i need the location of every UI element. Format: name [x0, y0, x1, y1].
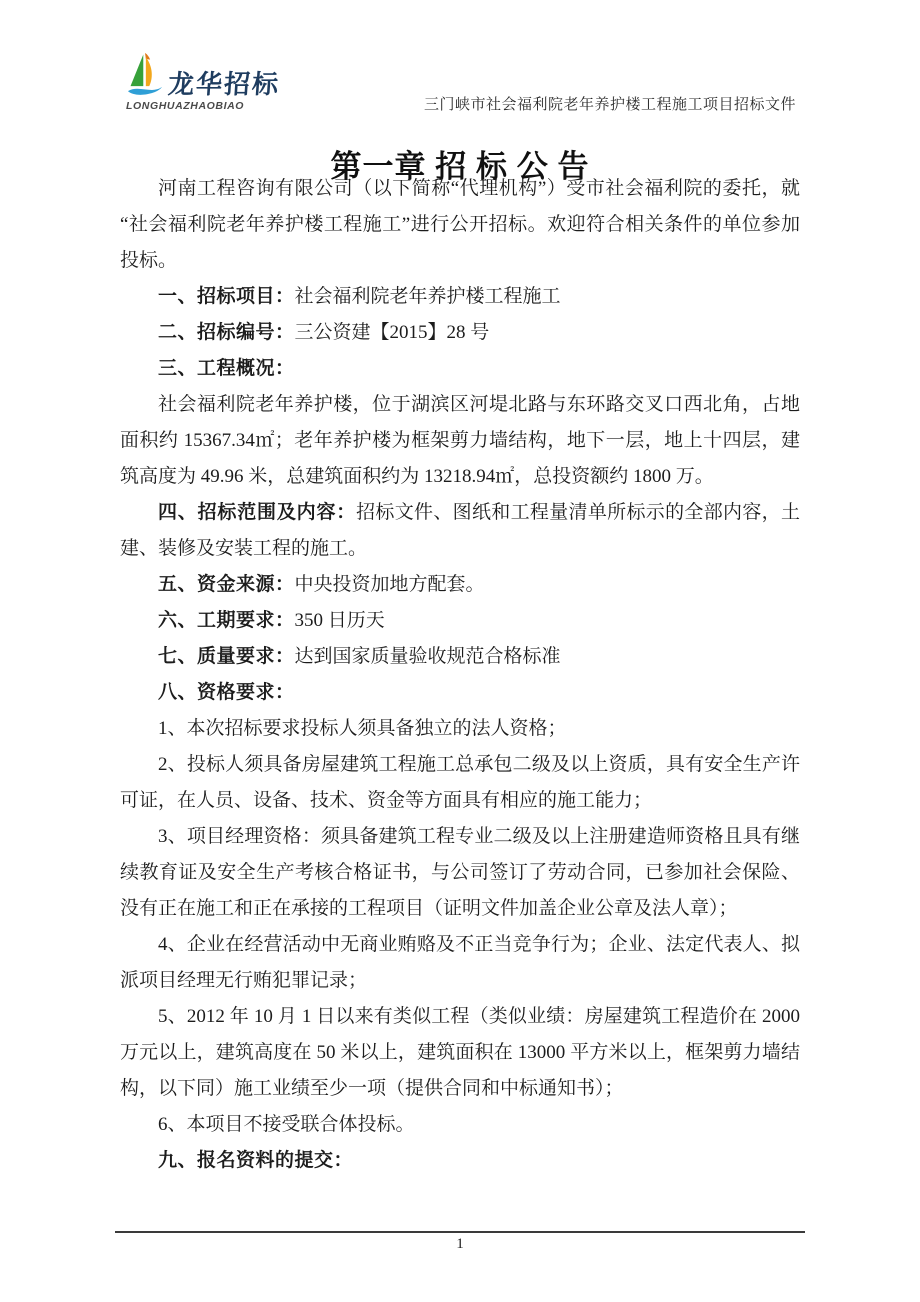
sail-right-shape — [146, 57, 152, 86]
item-label: 六、工期要求： — [158, 610, 295, 631]
item-label: 五、资金来源： — [158, 574, 295, 595]
paragraph-item-3 — [120, 351, 800, 387]
paragraph-qual-4 — [120, 927, 800, 999]
paragraph-text: 6、本项目不接受联合体投标。 — [158, 1114, 415, 1135]
paragraph-item-1 — [120, 279, 800, 315]
paragraph-item-7 — [120, 639, 800, 675]
paragraph-text: 河南工程咨询有限公司（以下简称“代理机构”）受市社会福利院的委托，就“社会福利院老年养护楼工程施工”进行公开招标。欢迎符合相关条件的单位参加投标。 — [120, 178, 800, 271]
paragraph-text: 社会福利院老年养护楼，位于湖滨区河堤北路与东环路交叉口西北角，占地面积约 15367.34㎡；老年养护楼为框架剪力墙结构，地下一层，地上十四层，建筑高度为 49.96 米，总建筑面积约为 13218.94㎡，总投资额约 1800 万。 — [120, 394, 800, 487]
item-label: 三、工程概况： — [158, 358, 295, 379]
logo-company-name: 龙华招标 — [167, 70, 282, 99]
paragraph-qual-5 — [120, 999, 800, 1107]
paragraph-text: 2、投标人须具备房屋建筑工程施工总承包二级及以上资质，具有安全生产许可证，在人员、设备、技术、资金等方面具有相应的施工能力； — [120, 754, 800, 811]
paragraph-item-8 — [120, 675, 800, 711]
running-header-title: 三门峡市社会福利院老年养护楼工程施工项目招标文件 — [423, 97, 796, 113]
paragraph-item-4 — [120, 495, 800, 567]
paragraph-text: 三公资建【2015】28 号 — [294, 322, 490, 343]
paragraph-text: 招标文件、图纸和工程量清单所标示的全部内容，土建、装修及安装工程的施工。 — [120, 502, 800, 559]
document-body — [120, 171, 800, 1179]
paragraph-text: 5、2012 年 10 月 1 日以来有类似工程（类似业绩：房屋建筑工程造价在 2000 万元以上，建筑高度在 50 米以上，建筑面积在 13000 平方米以上，框架剪力墙结构，以下同）施工业绩至少一项（提供合同和中标通知书）； — [120, 1006, 800, 1099]
paragraph-text: 中央投资加地方配套。 — [294, 574, 485, 595]
paragraph-intro — [120, 171, 800, 279]
paragraph-item-6 — [120, 603, 800, 639]
page-number: 1 — [456, 1236, 464, 1252]
paragraph-text: 3、项目经理资格：须具备建筑工程专业二级及以上注册建造师资格且具有继续教育证及安全生产考核合格证书，与公司签订了劳动合同，已参加社会保险、没有正在施工和正在承接的工程项目（证明文件加盖企业公章及法人章）； — [120, 826, 800, 919]
paragraph-item-9 — [120, 1143, 800, 1179]
footer-divider — [115, 1231, 805, 1233]
sailboat-logo-icon — [126, 52, 164, 98]
chapter-title: 第一章 招 标 公 告 — [330, 148, 590, 184]
item-label: 七、质量要求： — [158, 646, 295, 667]
paragraph-qual-6 — [120, 1107, 800, 1143]
paragraph-qual-2 — [120, 747, 800, 819]
sail-left-shape — [131, 55, 144, 87]
paragraph-text: 社会福利院老年养护楼工程施工 — [294, 286, 561, 307]
paragraph-item-5 — [120, 567, 800, 603]
item-label: 八、资格要求： — [158, 682, 295, 703]
paragraph-text: 350 日历天 — [294, 610, 385, 631]
logo-row — [126, 52, 280, 98]
paragraph-qual-3 — [120, 819, 800, 927]
item-label: 四、招标范围及内容： — [158, 502, 357, 523]
logo-company-name-latin: LONGHUAZHAOBIAO — [126, 100, 245, 112]
sail-tip-shape — [145, 53, 150, 60]
item-label: 九、报名资料的提交： — [158, 1150, 354, 1171]
item-label: 二、招标编号： — [158, 322, 295, 343]
paragraph-item-2 — [120, 315, 800, 351]
paragraph-text: 4、企业在经营活动中无商业贿赂及不正当竞争行为；企业、法定代表人、拟派项目经理无行贿犯罪记录； — [120, 934, 800, 991]
item-label: 一、招标项目： — [158, 286, 295, 307]
paragraph-text: 1、本次招标要求投标人须具备独立的法人资格； — [158, 718, 567, 739]
company-logo — [126, 52, 280, 112]
paragraph-qual-1 — [120, 711, 800, 747]
paragraph-text: 达到国家质量验收规范合格标准 — [294, 646, 561, 667]
paragraph-overview — [120, 387, 800, 495]
wave-shape — [128, 87, 162, 95]
